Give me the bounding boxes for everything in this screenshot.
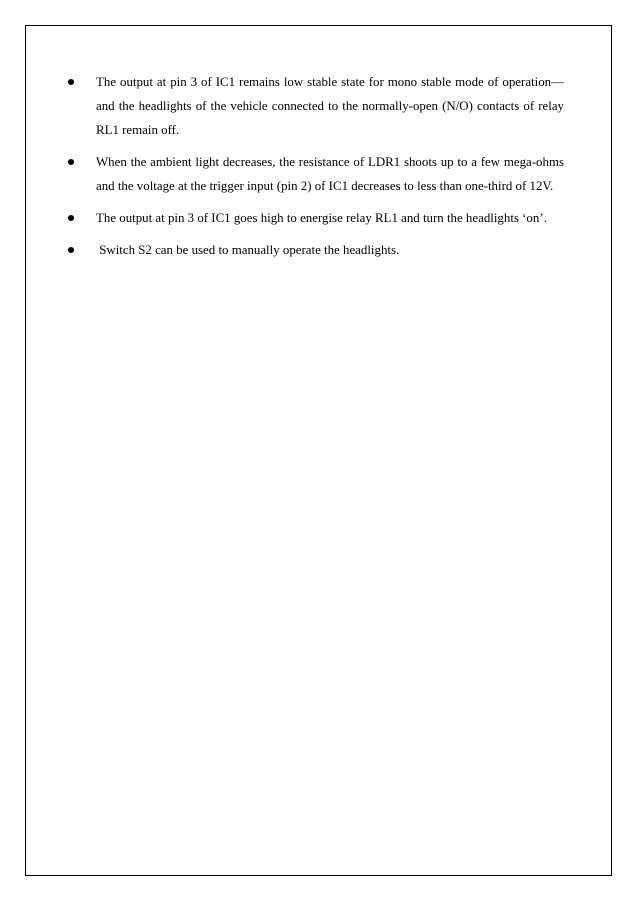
list-item-text: The output at pin 3 of IC1 remains low stable state for mono stable mode of operation—and the headlights of the vehicle connected to the normally-open (N/O) contacts of relay RL1 remain off. <box>96 75 564 137</box>
list-item-text: When the ambient light decreases, the resistance of LDR1 shoots up to a few mega-ohms and the voltage at the trigger input (pin 2) of IC1 decreases to less than one-third of 12V. <box>96 155 564 193</box>
list-item <box>64 70 564 142</box>
bullet-icon <box>68 215 74 221</box>
bullet-icon <box>68 247 74 253</box>
list-item <box>64 238 564 262</box>
bullet-icon <box>68 79 74 85</box>
list-item <box>64 206 564 230</box>
list-item-text: The output at pin 3 of IC1 goes high to energise relay RL1 and turn the headlights ‘on’. <box>96 211 547 225</box>
list-item-text: Switch S2 can be used to manually operate the headlights. <box>96 243 400 257</box>
bullet-icon <box>68 159 74 165</box>
bullet-list <box>64 70 564 270</box>
list-item <box>64 150 564 198</box>
